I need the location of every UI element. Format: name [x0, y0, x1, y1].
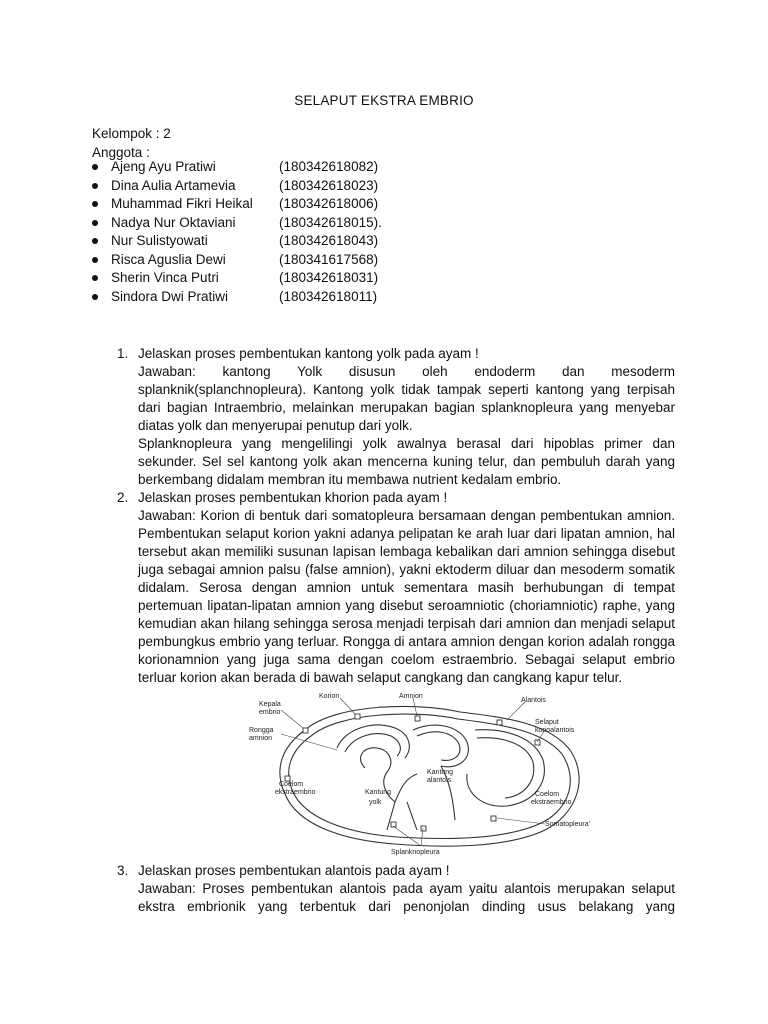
embryo-body-2	[395, 774, 417, 802]
question-number: 2.	[117, 490, 129, 505]
question-list	[117, 345, 675, 916]
list-item	[92, 177, 512, 196]
member-id: (180342618043)	[279, 233, 379, 248]
question-title: Jelaskan proses pembentukan alantois pada ayam !	[138, 863, 450, 878]
list-item	[92, 269, 512, 288]
bullet-icon	[92, 201, 98, 207]
question-item	[117, 489, 675, 687]
document-title: SELAPUT EKSTRA EMBRIO	[294, 93, 474, 108]
bullet-icon	[92, 164, 98, 170]
member-list	[92, 158, 512, 306]
member-name: Ajeng Ayu Pratiwi	[111, 159, 216, 174]
member-id: (180342618006)	[279, 196, 379, 211]
answer-paragraph: Jawaban: Proses pembentukan alantois pada ayam yaitu alantois merupakan selaput ekstra embrionik yang terbentuk dari penonjolan dinding usus belakang yang	[138, 881, 675, 914]
member-name: Risca Aguslia Dewi	[111, 251, 226, 267]
label-yolk: yolk	[369, 799, 382, 806]
label-somatopleura: Somatopleura'	[545, 821, 590, 828]
members-label: Anggota :	[92, 145, 150, 160]
member-name: Sindora Dwi Pratiwi	[111, 288, 229, 304]
member-name: Sherin Vinca Putri	[111, 270, 219, 285]
label-kantung-alantois: Kantung	[427, 769, 454, 776]
list-item	[92, 158, 512, 177]
label-embrio: embrio	[259, 709, 281, 716]
label-amnion: Amnion	[399, 693, 423, 700]
label-selaput: Selaput	[535, 719, 559, 726]
member-name: Muhammad Fikri Heikal	[111, 196, 253, 211]
list-item	[92, 214, 512, 233]
answer-paragraph: Splanknopleura yang mengelilingi yolk awalnya berasal dari hipoblas primer dan sekunder. Sel sel kantong yolk akan mencerna kuning telur, dan pembuluh darah yang berkembang didalam membran itu membawa nutrient kedalam embrio.	[138, 436, 675, 487]
label-kepala: Kepala	[259, 701, 281, 708]
question-title: Jelaskan proses pembentukan kantong yolk pada ayam !	[138, 346, 479, 361]
label-ekstraembrio-right: ekstraembrio	[531, 799, 572, 806]
question-number: 1.	[117, 346, 129, 361]
allantois-sac-inner	[477, 738, 534, 798]
bullet-icon	[92, 183, 98, 189]
bullet-icon	[92, 257, 98, 263]
member-name: Nadya Nur Oktaviani	[111, 214, 236, 230]
label-amnion-rongga: amnion	[249, 735, 272, 742]
member-id: (180342618031)	[279, 270, 379, 285]
member-id: (180342618011)	[279, 288, 378, 304]
member-id: (180342618023)	[279, 177, 379, 193]
list-item	[92, 232, 512, 251]
embryo-membrane-diagram	[245, 690, 645, 856]
label-alantois: Alantois	[521, 697, 546, 704]
label-rongga: Rongga	[249, 727, 274, 734]
label-coelom-left: Coelom	[279, 781, 304, 788]
bullet-icon	[92, 275, 98, 281]
label-korion: Korion	[319, 693, 340, 700]
label-korioalantois: korioalantois	[535, 727, 575, 734]
answer-paragraph: Jawaban: Korion di bentuk dari somatopleura bersamaan dengan pembentukan amnion. Pembentukan selaput korion yakni adanya pelipatan ke arah luar dari lipatan amnion, hal tersebut akan memiliki susunan lapisan lembaga kebalikan dari amnion sehingga disebut juga sebagai amnion palsu (false amnion), yakni ektoderm diluar dan mesoderm somatik didalam. Serosa dengan amnion untuk sementara masih berhubungan di tempat pertemuan lipatan-lipatan amnion yang disebut seroamniotic (choriamniotic) raphe, yang kemudian akan hilang sehingga serosa menjadi terpisah dari amnion dan menjadi selaput pembungkus embrio yang terluar. Rongga di antara amnion dengan korion adalah rongga korionamnion yang juga sama dengan coelom estraembrio. Sebagai selaput embrio terluar korion akan berada di bawah selaput cangkang dan cangkang kapur telur.	[138, 508, 675, 685]
member-id: (180342618082)	[279, 159, 379, 174]
allantois-sac	[467, 730, 545, 806]
answer-paragraph: Jawaban: kantong Yolk disusun oleh endoderm dan mesoderm splanknik(splanchnopleura). Kantong yolk tidak tampak seperti kantong yang terpisah dari bagian Intraembrio, melainkan merupakan bagian splanknopleura yang menyebar diatas yolk dan menyerupai penutup dari yolk.	[138, 364, 675, 433]
list-item	[92, 251, 512, 270]
amnion-fold-inner	[345, 734, 400, 756]
label-coelom-right: Coelom	[535, 791, 560, 798]
question-item	[117, 345, 675, 489]
label-ekstraembrio-left: ekstraembrio	[275, 789, 316, 796]
amnion-right-inner	[417, 732, 460, 761]
member-id: (180341617568)	[279, 251, 379, 267]
question-title: Jelaskan proses pembentukan khorion pada ayam !	[138, 490, 448, 505]
label-alantois-2: alantois	[427, 777, 452, 784]
list-item	[92, 288, 512, 307]
group-label: Kelompok : 2	[92, 126, 171, 141]
bullet-icon	[92, 294, 98, 300]
bullet-icon	[92, 220, 98, 226]
member-name: Dina Aulia Artamevia	[111, 177, 236, 193]
diagram-svg	[245, 690, 645, 856]
member-id: (180342618015).	[279, 214, 382, 230]
label-splanknopleura: Splanknopleura	[391, 849, 440, 856]
member-name: Nur Sulistyowati	[111, 233, 208, 248]
group-info	[92, 124, 171, 162]
label-kantung-yolk: Kantung	[365, 789, 392, 796]
question-number: 3.	[117, 863, 129, 878]
bullet-icon	[92, 238, 98, 244]
question-item	[117, 862, 675, 916]
list-item	[92, 195, 512, 214]
